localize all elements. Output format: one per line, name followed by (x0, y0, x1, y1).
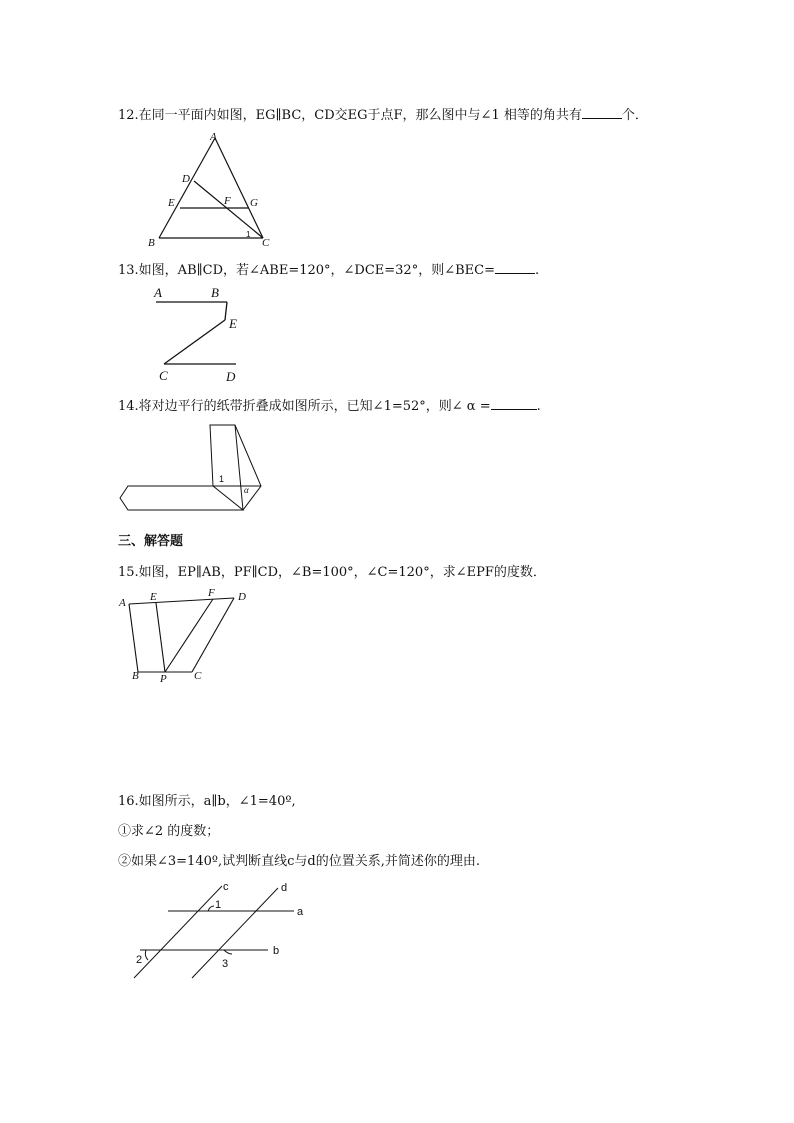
question-16-line-2: ①求∠2 的度数； (118, 824, 220, 839)
label-B: B (132, 670, 139, 682)
figure-15-quadrilateral (114, 586, 254, 686)
label-D: D (238, 591, 246, 603)
label-C: C (194, 670, 202, 682)
figure-13-parallel-lines (148, 282, 258, 384)
question-13-suffix: . (534, 263, 540, 278)
answer-blank-14[interactable] (491, 397, 537, 410)
label-d: d (281, 882, 288, 894)
label-a: a (297, 906, 304, 918)
label-angle-1: 1 (215, 899, 222, 911)
figure-14-folded-strip (114, 420, 274, 516)
label-angle-1: 1 (246, 230, 251, 239)
question-14 (118, 395, 541, 414)
label-E: E (150, 591, 157, 603)
label-A: A (210, 131, 217, 143)
figure-16-parallel-lines (126, 878, 316, 982)
label-B: B (148, 237, 155, 249)
question-16-line-1: 16.如图所示，a∥b，∠1=40º, (118, 794, 296, 809)
question-12-text: 12.在同一平面内如图，EG∥BC，CD交EG于点F，那么图中与∠1 相等的角共有 (118, 108, 582, 123)
question-13-text: 13.如图，AB∥CD，若∠ABE=120°，∠DCE=32°，则∠BEC= (118, 263, 495, 278)
label-F: F (224, 195, 231, 207)
label-A: A (154, 285, 162, 300)
answer-blank-12[interactable] (582, 106, 622, 119)
label-C: C (159, 368, 168, 383)
label-B: B (211, 285, 219, 300)
label-alpha: α (244, 485, 249, 495)
label-angle-3: 3 (222, 958, 229, 970)
label-C: C (262, 237, 270, 249)
question-12 (118, 104, 648, 123)
label-D: D (226, 369, 236, 384)
question-14-suffix: . (536, 399, 541, 414)
label-E: E (168, 197, 175, 209)
section-heading: 三、解答题 (118, 534, 184, 549)
answer-blank-13[interactable] (495, 261, 535, 274)
label-P: P (160, 673, 167, 685)
question-16-line-3: ②如果∠3=140º,试判断直线c与d的位置关系,并简述你的理由. (118, 854, 480, 869)
label-A: A (119, 597, 126, 609)
question-14-text: 14.将对边平行的纸带折叠成如图所示，已知∠1=52°，则∠ α = (118, 399, 491, 414)
label-c: c (223, 881, 229, 893)
question-13 (118, 259, 539, 278)
label-angle-2: 2 (136, 954, 143, 966)
label-angle-1: 1 (219, 474, 225, 484)
label-b: b (273, 945, 280, 957)
question-15: 15.如图，EP∥AB，PF∥CD，∠B=100°，∠C=120°，求∠EPF的度数． (118, 565, 546, 580)
label-F: F (208, 587, 215, 599)
label-G: G (250, 197, 258, 209)
label-E: E (229, 316, 237, 331)
question-12-suffix: 个． (621, 108, 648, 123)
label-D: D (182, 173, 190, 185)
figure-12-triangle (144, 128, 274, 250)
